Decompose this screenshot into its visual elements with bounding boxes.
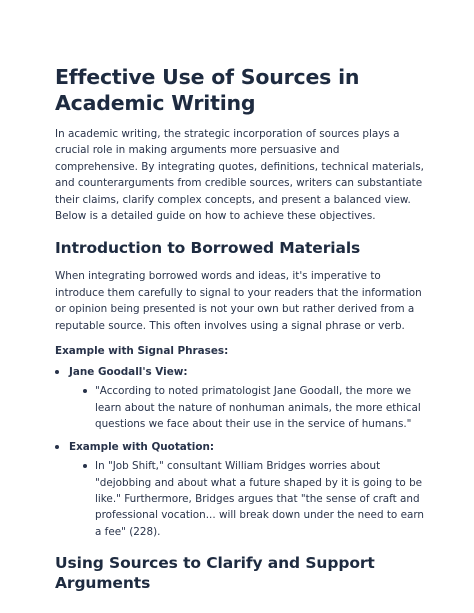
list-item-label: Example with Quotation:: [69, 440, 215, 453]
intro-paragraph: In academic writing, the strategic incorporation of sources plays a crucial role in making arguments more persuasive and comprehensive. By integrating quotes, definitions, technical materials, and counterarguments from credible sources, writers can substantiate their claims, clarify complex concepts, and present a balanced view. Below is a detailed guide on how to achieve these objectives.: [55, 128, 424, 223]
example-label: Example with Signal Phrases:: [55, 345, 229, 358]
sub-list-item: [83, 458, 425, 540]
list-item: [55, 439, 425, 540]
sub-list: [69, 383, 425, 432]
list-item: [55, 364, 425, 433]
list-item-label: Jane Goodall's View:: [69, 366, 188, 379]
borrowed-materials-paragraph: When integrating borrowed words and ideas, it's imperative to introduce them carefully to signal to your readers that the information or opinion being presented is not your own but rather derived from a reputable source. This often involves using a signal phrase or verb.: [55, 270, 422, 332]
sub-list-item-text: "According to noted primatologist Jane Goodall, the more we learn about the nature of nonhuman animals, the more ethical questions we face about their use in the service of humans.": [95, 385, 421, 431]
section-heading-borrowed-materials: Introduction to Borrowed Materials: [55, 239, 361, 258]
bullet-icon: [55, 370, 59, 374]
sub-list: [69, 458, 425, 540]
document-content: [55, 64, 425, 593]
bullet-icon: [83, 464, 87, 468]
sub-list-item-text: In "Job Shift," consultant William Bridges worries about "dejobbing and about what a future shaped by it is going to be like." Furthermore, Bridges argues that "the sense of craft and professional vocation... will break down under the need to earn a fee" (228).: [95, 460, 425, 538]
sub-list-item: [83, 383, 425, 432]
document-title: Effective Use of Sources in Academic Writing: [55, 65, 360, 115]
bullet-icon: [83, 389, 87, 393]
bullet-icon: [55, 445, 59, 449]
section-heading-clarify-support: Using Sources to Clarify and Support Arguments: [55, 554, 375, 593]
examples-list: [55, 364, 425, 540]
